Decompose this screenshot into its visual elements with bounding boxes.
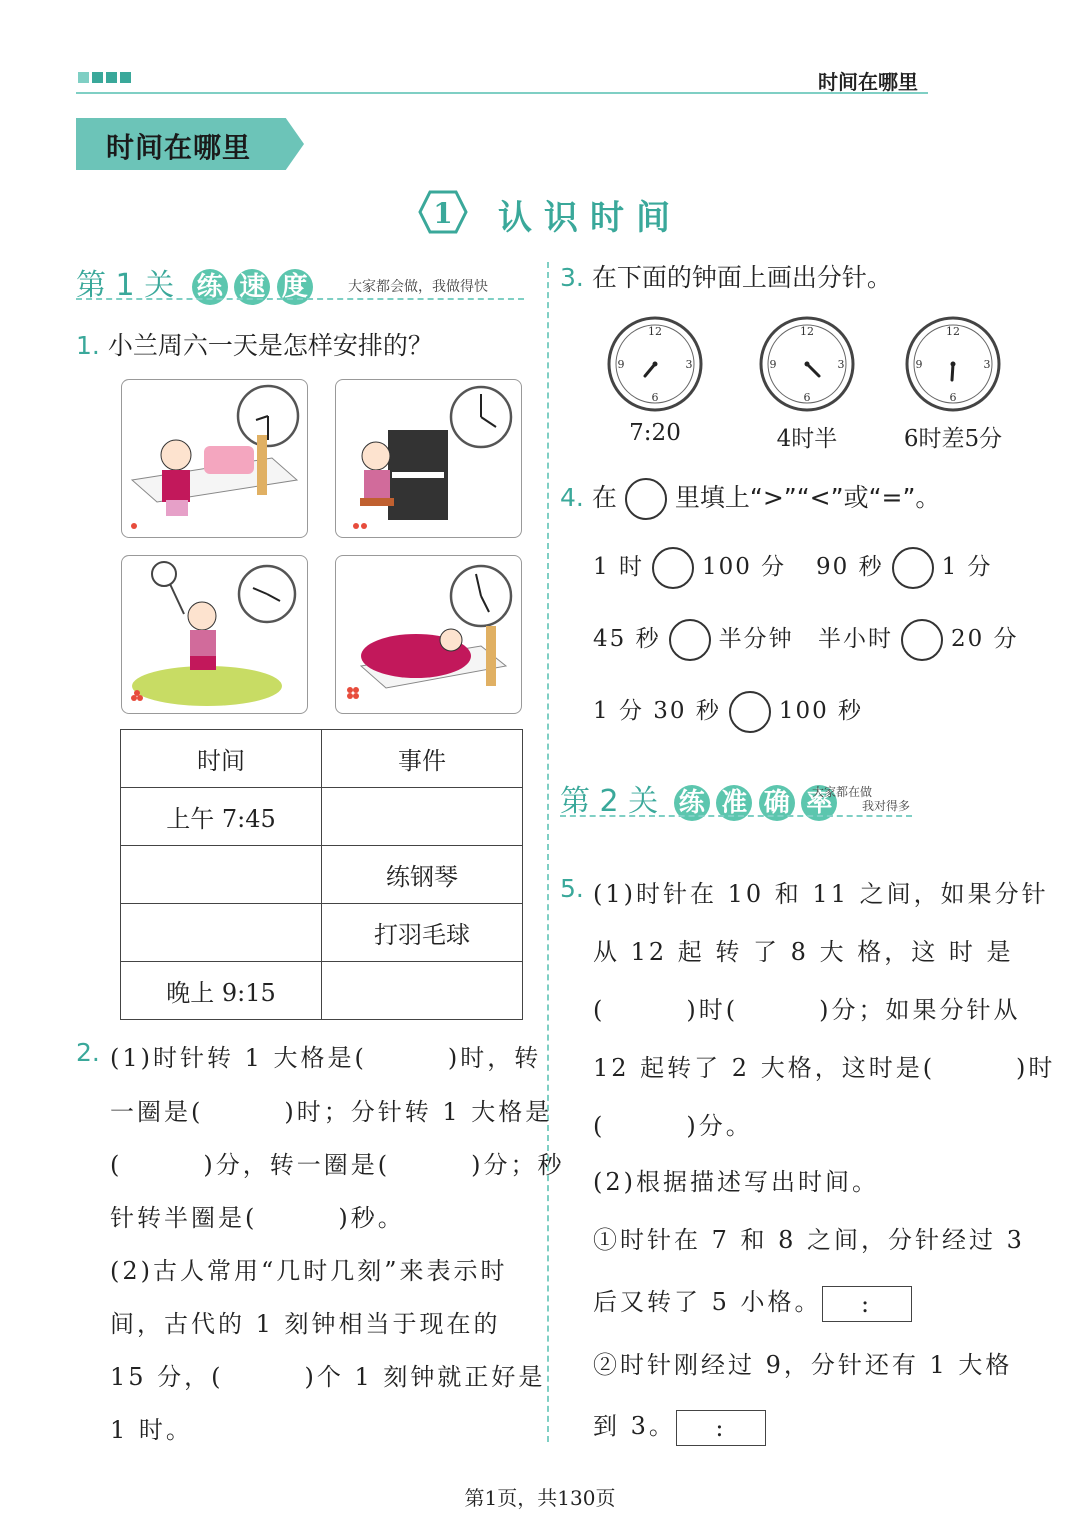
- q5-line: 到 3。: [593, 1412, 676, 1440]
- section-banner-title: 时间在哪里: [106, 131, 252, 164]
- q4-text-b: 里填上“>”“<”或“=”。: [674, 483, 941, 512]
- compare-circle[interactable]: [669, 619, 711, 661]
- table-row: [121, 846, 523, 904]
- picture-sleeping: [335, 555, 522, 714]
- q5-number-text: 5.: [560, 874, 584, 903]
- q5-line: (2)根据描述写出时间。: [593, 1168, 879, 1196]
- compare-item: [593, 547, 786, 589]
- svg-text:6: 6: [949, 391, 957, 404]
- q5-number: [560, 874, 592, 903]
- header-squares: [78, 72, 131, 83]
- q5-line: ( )时( )分；如果分针从: [593, 996, 1021, 1024]
- picture-badminton: [121, 555, 308, 714]
- q5-line: ①时针在 7 和 8 之间，分针经过 3: [593, 1226, 1025, 1254]
- svg-text:9: 9: [769, 358, 777, 371]
- table-header-event: 事件: [322, 730, 523, 788]
- compare-item: [593, 619, 794, 661]
- lesson-number-badge: [418, 190, 468, 234]
- compare-left: 1 分 30 秒: [593, 698, 721, 724]
- svg-text:12: 12: [648, 325, 662, 338]
- compare-item: [816, 547, 993, 589]
- table-header-row: [121, 730, 523, 788]
- compare-right: 1 分: [941, 554, 993, 580]
- level1-underline: [76, 298, 524, 300]
- clock-icon: [451, 566, 511, 626]
- q2-line: 1 时。: [110, 1416, 193, 1444]
- table-cell[interactable]: [322, 788, 523, 846]
- level2-badge-char: 准: [716, 785, 752, 821]
- clock-label: 4时半: [776, 426, 838, 452]
- compare-left: 90 秒: [816, 554, 884, 580]
- svg-text:12: 12: [800, 325, 814, 338]
- table-cell: 练钢琴: [322, 846, 523, 904]
- compare-right: 半分钟: [718, 626, 794, 652]
- q5-line: 12 起转了 2 大格，这时是( )时: [593, 1054, 1056, 1082]
- q5-line: ②时针刚经过 9，分针还有 1 大格: [593, 1351, 1013, 1379]
- clock-label: 6时差5分: [903, 426, 1003, 452]
- column-divider: [547, 262, 549, 1442]
- level2-label: 第 2 关: [560, 784, 659, 819]
- compare-circle[interactable]: [729, 691, 771, 733]
- level2-tag-line1: 大家都在做: [812, 785, 873, 799]
- q3-prompt: [560, 258, 892, 294]
- lesson-number: 1: [433, 197, 453, 230]
- clock-face-2[interactable]: [757, 314, 857, 414]
- q3-number: 3.: [560, 263, 584, 292]
- table-cell: 打羽毛球: [322, 904, 523, 962]
- q2-number-text: 2.: [76, 1038, 100, 1067]
- level1-tag: 大家都会做，我做得快: [348, 279, 488, 295]
- q1-prompt: [76, 326, 433, 362]
- q2-line: 15 分，( )个 1 刻钟就正好是: [110, 1363, 546, 1391]
- level1-label: 第 1 关: [76, 268, 175, 303]
- compare-circle[interactable]: [892, 547, 934, 589]
- compare-left: 半小时: [818, 626, 893, 652]
- q1-text: 小兰周六一天是怎样安排的？: [107, 331, 433, 360]
- lesson-title: 认识时间: [498, 198, 682, 238]
- q5-line: ( )分。: [593, 1112, 753, 1140]
- compare-right: 100 秒: [778, 698, 864, 724]
- sample-circle-icon: [625, 478, 667, 520]
- svg-text:9: 9: [915, 358, 923, 371]
- table-row: [121, 788, 523, 846]
- q5-line: (1)时针在 10 和 11 之间，如果分针: [593, 880, 1049, 908]
- table-cell: 上午 7:45: [121, 788, 322, 846]
- compare-left: 45 秒: [593, 626, 661, 652]
- level2-underline: [560, 815, 912, 817]
- clock-face-1[interactable]: [605, 314, 705, 414]
- level2-badge-char: 练: [674, 785, 710, 821]
- svg-text:9: 9: [617, 358, 625, 371]
- table-cell[interactable]: [322, 962, 523, 1020]
- svg-text:12: 12: [946, 325, 960, 338]
- q2-number: [76, 1038, 108, 1067]
- q4-number: 4.: [560, 483, 584, 512]
- compare-right: 100 分: [701, 554, 787, 580]
- q2-line: 间，古代的 1 刻钟相当于现在的: [110, 1310, 501, 1338]
- level1-badge-char: 练: [192, 269, 228, 305]
- table-row: [121, 962, 523, 1020]
- q2-line: 针转半圈是( )秒。: [110, 1204, 405, 1232]
- level1-badge-char: 度: [277, 269, 313, 305]
- q2-line: (2)古人常用“几时几刻”来表示时: [110, 1257, 508, 1285]
- page-footer: 第1页，共130页: [464, 1486, 616, 1510]
- level2-tag-line2: 我对得多: [862, 799, 911, 813]
- picture-getting-up: [121, 379, 308, 538]
- clock-icon: [451, 387, 511, 447]
- q3-text: 在下面的钟面上画出分针。: [591, 263, 892, 292]
- answer-box[interactable]: :: [822, 1286, 912, 1322]
- level1-badge-char: 速: [234, 269, 270, 305]
- clock-face-3[interactable]: [903, 314, 1003, 414]
- picture-piano: [335, 379, 522, 538]
- compare-item: [818, 619, 1019, 661]
- svg-text:3: 3: [685, 358, 693, 371]
- schedule-table: [120, 729, 523, 1020]
- compare-right: 20 分: [951, 626, 1019, 652]
- level2-badge-char: 率: [801, 785, 837, 821]
- header-title: 时间在哪里: [818, 70, 918, 94]
- answer-box[interactable]: :: [676, 1410, 766, 1446]
- clock-icon: [238, 386, 298, 446]
- svg-text:3: 3: [983, 358, 991, 371]
- q5-line: 后又转了 5 小格。: [593, 1288, 822, 1316]
- svg-text:3: 3: [837, 358, 845, 371]
- q5-line-with-box: [593, 1406, 766, 1446]
- q5-line: 从 12 起 转 了 8 大 格，这 时 是: [593, 938, 1014, 966]
- table-header-time: 时间: [121, 730, 322, 788]
- table-row: [121, 904, 523, 962]
- level2-badge-char: 确: [759, 785, 795, 821]
- svg-text:6: 6: [651, 391, 659, 404]
- table-cell: 晚上 9:15: [121, 962, 322, 1020]
- header-rule: [76, 92, 928, 94]
- compare-circle[interactable]: [901, 619, 943, 661]
- q4-prompt: [560, 478, 940, 520]
- compare-circle[interactable]: [652, 547, 694, 589]
- q2-line: 一圈是( )时；分针转 1 大格是: [110, 1098, 553, 1126]
- q1-number: 1.: [76, 331, 100, 360]
- compare-item: [593, 691, 863, 733]
- q2-line: ( )分，转一圈是( )分；秒: [110, 1151, 565, 1179]
- compare-left: 1 时: [593, 554, 644, 580]
- q4-text-a: 在: [591, 483, 617, 512]
- clock-icon: [239, 566, 295, 622]
- table-cell[interactable]: [121, 904, 322, 962]
- table-cell[interactable]: [121, 846, 322, 904]
- clock-label: 7:20: [629, 420, 681, 446]
- q2-line: (1)时针转 1 大格是( )时，转: [110, 1044, 542, 1072]
- q5-line-with-box: [593, 1282, 912, 1322]
- svg-text:6: 6: [803, 391, 811, 404]
